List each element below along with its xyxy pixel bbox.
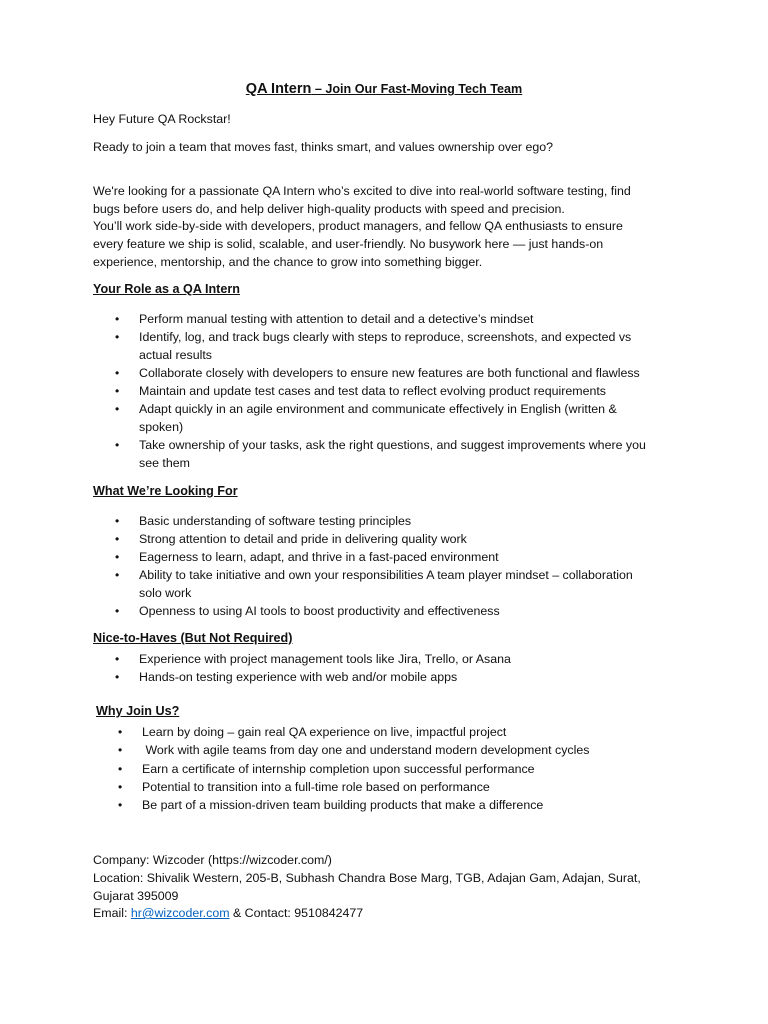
bullet-icon: • [118,780,123,794]
list-item-continuation: solo work [139,586,192,600]
location-line: Location: Shivalik Western, 205-B, Subhash Chandra Bose Marg, TGB, Adajan Gam, Adajan, Surat, [93,871,641,885]
nice-heading: Nice-to-Haves (But Not Required) [93,631,293,645]
bullet-icon: • [115,384,120,398]
bullet-icon: • [118,725,123,739]
bullet-icon: • [115,532,120,546]
bullet-icon: • [115,652,120,666]
bullet-icon: • [118,798,123,812]
list-item: Ability to take initiative and own your responsibilities A team player mindset – collaboration [139,568,633,582]
list-item: Identify, log, and track bugs clearly with steps to reproduce, screenshots, and expected vs [139,330,632,344]
list-item: Collaborate closely with developers to ensure new features are both functional and flawless [139,366,640,380]
list-item: Potential to transition into a full-time role based on performance [142,780,490,794]
bullet-icon: • [118,743,123,757]
title-sub: – Join Our Fast-Moving Tech Team [311,82,523,96]
list-item: Work with agile teams from day one and understand modern development cycles [142,743,590,757]
tagline: Ready to join a team that moves fast, thinks smart, and values ownership over ego? [93,140,554,154]
bullet-icon: • [115,312,120,326]
intro-line: bugs before users do, and help deliver high-quality products with speed and precision. [93,202,565,216]
email-link[interactable]: hr@wizcoder.com [130,906,230,920]
list-item: Be part of a mission-driven team building products that make a difference [142,798,544,812]
contact-number: & Contact: 9510842477 [229,906,364,920]
intro-line: We're looking for a passionate QA Intern who’s excited to dive into real-world software testing, find [93,184,631,198]
list-item: Take ownership of your tasks, ask the right questions, and suggest improvements where you [139,438,646,452]
list-item: Basic understanding of software testing principles [139,514,412,528]
bullet-icon: • [115,568,120,582]
list-item: Experience with project management tools like Jira, Trello, or Asana [139,652,511,666]
list-item: Hands-on testing experience with web and/or mobile apps [139,670,458,684]
bullet-icon: • [115,604,120,618]
list-item: Learn by doing – gain real QA experience on live, impactful project [142,725,507,739]
list-item-continuation: see them [139,456,190,470]
bullet-icon: • [118,762,123,776]
document-title [0,80,768,98]
email-label: Email: [93,906,131,920]
why-heading: Why Join Us? [96,704,180,718]
bullet-icon: • [115,550,120,564]
bullet-icon: • [115,514,120,528]
list-item: Earn a certificate of internship completion upon successful performance [142,762,535,776]
bullet-icon: • [115,402,120,416]
list-item: Strong attention to detail and pride in delivering quality work [139,532,467,546]
company-line: Company: Wizcoder (https://wizcoder.com/) [93,853,332,867]
list-item-continuation: spoken) [139,420,184,434]
location-line-2: Gujarat 395009 [93,889,179,903]
intro-line: experience, mentorship, and the chance to grow into something bigger. [93,255,483,269]
list-item: Maintain and update test cases and test data to reflect evolving product requirements [139,384,606,398]
list-item: Openness to using AI tools to boost productivity and effectiveness [139,604,500,618]
greeting: Hey Future QA Rockstar! [93,112,231,126]
intro-line: every feature we ship is solid, scalable, and user-friendly. No busywork here — just hands-on [93,237,604,251]
list-item-continuation: actual results [139,348,213,362]
list-item: Eagerness to learn, adapt, and thrive in a fast-paced environment [139,550,499,564]
role-heading: Your Role as a QA Intern [93,282,240,296]
bullet-icon: • [115,670,120,684]
list-item: Perform manual testing with attention to detail and a detective’s mindset [139,312,534,326]
bullet-icon: • [115,366,120,380]
list-item: Adapt quickly in an agile environment and communicate effectively in English (written & [139,402,617,416]
looking-heading: What We’re Looking For [93,484,238,498]
bullet-icon: • [115,438,120,452]
email-contact-line [93,904,363,922]
title-main: QA Intern [245,81,312,97]
intro-line: You’ll work side-by-side with developers, product managers, and fellow QA enthusiasts to ensure [93,219,623,233]
bullet-icon: • [115,330,120,344]
